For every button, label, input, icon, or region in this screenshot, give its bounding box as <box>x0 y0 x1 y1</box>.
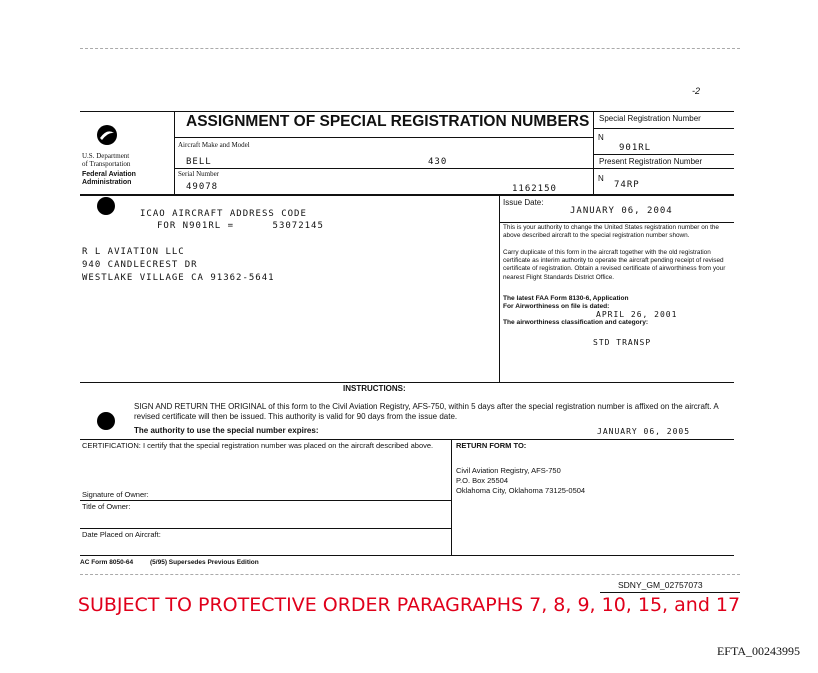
logo-divider <box>174 112 175 194</box>
latest-form-line1: The latest FAA Form 8130-6, Application <box>503 295 629 302</box>
special-reg-prefix: N <box>598 133 604 142</box>
classification-value: STD TRANSP <box>593 338 652 347</box>
owner-line3: WESTLAKE VILLAGE CA 91362-5641 <box>82 273 275 283</box>
bates-underline <box>600 592 740 593</box>
make-underline <box>174 168 593 169</box>
airworthiness-date: APRIL 26, 2001 <box>596 310 678 319</box>
present-reg-label: Present Registration Number <box>599 157 703 166</box>
serial-label: Serial Number <box>178 170 220 178</box>
instructions-body: SIGN AND RETURN THE ORIGINAL of this form to the Civil Aviation Registry, AFS-750, within 5 days after the special registration number is affixed on the aircraft. A revised certificate will then be issued. This authority is valid for 90 days from the issue date. <box>134 402 719 421</box>
serial-number: 49078 <box>186 182 219 192</box>
special-reg-value: 901RL <box>619 143 652 153</box>
dot-logo <box>96 124 118 146</box>
expires-label: The authority to use the special number expires: <box>134 426 319 435</box>
owner-line1: R L AVIATION LLC <box>82 247 185 257</box>
classification-label: The airworthiness classification and category: <box>503 319 649 326</box>
form-title: ASSIGNMENT OF SPECIAL REGISTRATION NUMBERS <box>186 113 590 130</box>
instructions-top-rule <box>80 382 734 383</box>
return-column-divider <box>451 440 452 555</box>
signature-rule <box>80 500 451 501</box>
date-placed-label: Date Placed on Aircraft: <box>82 530 161 539</box>
scan-top-edge <box>80 48 740 49</box>
title-underline <box>174 137 593 138</box>
icao-line1: ICAO AIRCRAFT ADDRESS CODE <box>140 209 307 219</box>
reg-column-divider <box>593 112 594 194</box>
corner-mark: -2 <box>692 86 701 96</box>
efta-number: EFTA_00243995 <box>716 644 800 658</box>
expires-date: JANUARY 06, 2005 <box>597 427 691 436</box>
present-reg-rule <box>593 154 734 155</box>
header-top-rule <box>80 111 734 112</box>
file-number: 1162150 <box>512 184 557 194</box>
issue-column-divider <box>499 195 500 383</box>
return-line1: Civil Aviation Registry, AFS-750 <box>456 466 561 475</box>
agency-line2: of Transportation <box>82 160 131 168</box>
present-reg-underline <box>593 168 734 169</box>
form-number: AC Form 8050-64 <box>80 559 134 566</box>
protective-order-notice: SUBJECT TO PROTECTIVE ORDER PARAGRAPHS 7, 8, 9, 10, 15, and 17 <box>77 594 741 616</box>
aircraft-model: 430 <box>428 157 448 167</box>
return-line3: Oklahoma City, Oklahoma 73125-0504 <box>456 486 586 495</box>
issue-date: JANUARY 06, 2004 <box>570 206 673 216</box>
title-rule <box>80 528 451 529</box>
certification-top-rule <box>80 439 734 440</box>
make-model-label: Aircraft Make and Model <box>178 141 250 149</box>
aircraft-make: BELL <box>186 157 212 167</box>
hole-punch-bottom <box>97 412 115 430</box>
issue-date-label: Issue Date: <box>503 198 544 207</box>
form-bottom-rule <box>80 555 734 556</box>
icao-line2: FOR N901RL = 53072145 <box>157 221 324 231</box>
authority-text: This is your authority to change the United States registration number on the above described aircraft to the special registration number shown. <box>503 224 719 239</box>
special-reg-rule <box>593 128 734 129</box>
header-bottom-rule <box>80 194 734 196</box>
agency-line3: Federal Aviation <box>82 171 136 178</box>
supersedes-note: (5/95) Supersedes Previous Edition <box>150 559 259 566</box>
agency-line4: Administration <box>82 179 132 186</box>
return-line2: P.O. Box 25504 <box>456 476 508 485</box>
owner-line2: 940 CANDLECREST DR <box>82 260 198 270</box>
hole-punch-top <box>97 197 115 215</box>
footer-dash-rule <box>80 574 740 575</box>
present-reg-value: 74RP <box>614 180 640 190</box>
title-label: Title of Owner: <box>82 502 131 511</box>
issue-date-rule <box>499 222 734 223</box>
special-reg-label: Special Registration Number <box>599 114 701 123</box>
certification-text: CERTIFICATION: I certify that the special registration number was placed on the aircraft described above. <box>82 441 434 450</box>
bates-number: SDNY_GM_02757073 <box>618 580 703 590</box>
present-reg-prefix: N <box>598 174 604 183</box>
agency-line1: U.S. Department <box>82 152 130 160</box>
return-label: RETURN FORM TO: <box>456 441 527 450</box>
instructions-heading: INSTRUCTIONS: <box>343 384 406 393</box>
carry-text: Carry duplicate of this form in the aircraft together with the old registration certificate as interim authority to operate the aircraft pending receipt of revised certificate of registration. Obtain a revised certificate of airworthiness from your nearest Flight Standards District Office. <box>503 249 726 281</box>
signature-label: Signature of Owner: <box>82 490 149 499</box>
latest-form-line2: For Airworthiness on file is dated: <box>503 303 610 310</box>
